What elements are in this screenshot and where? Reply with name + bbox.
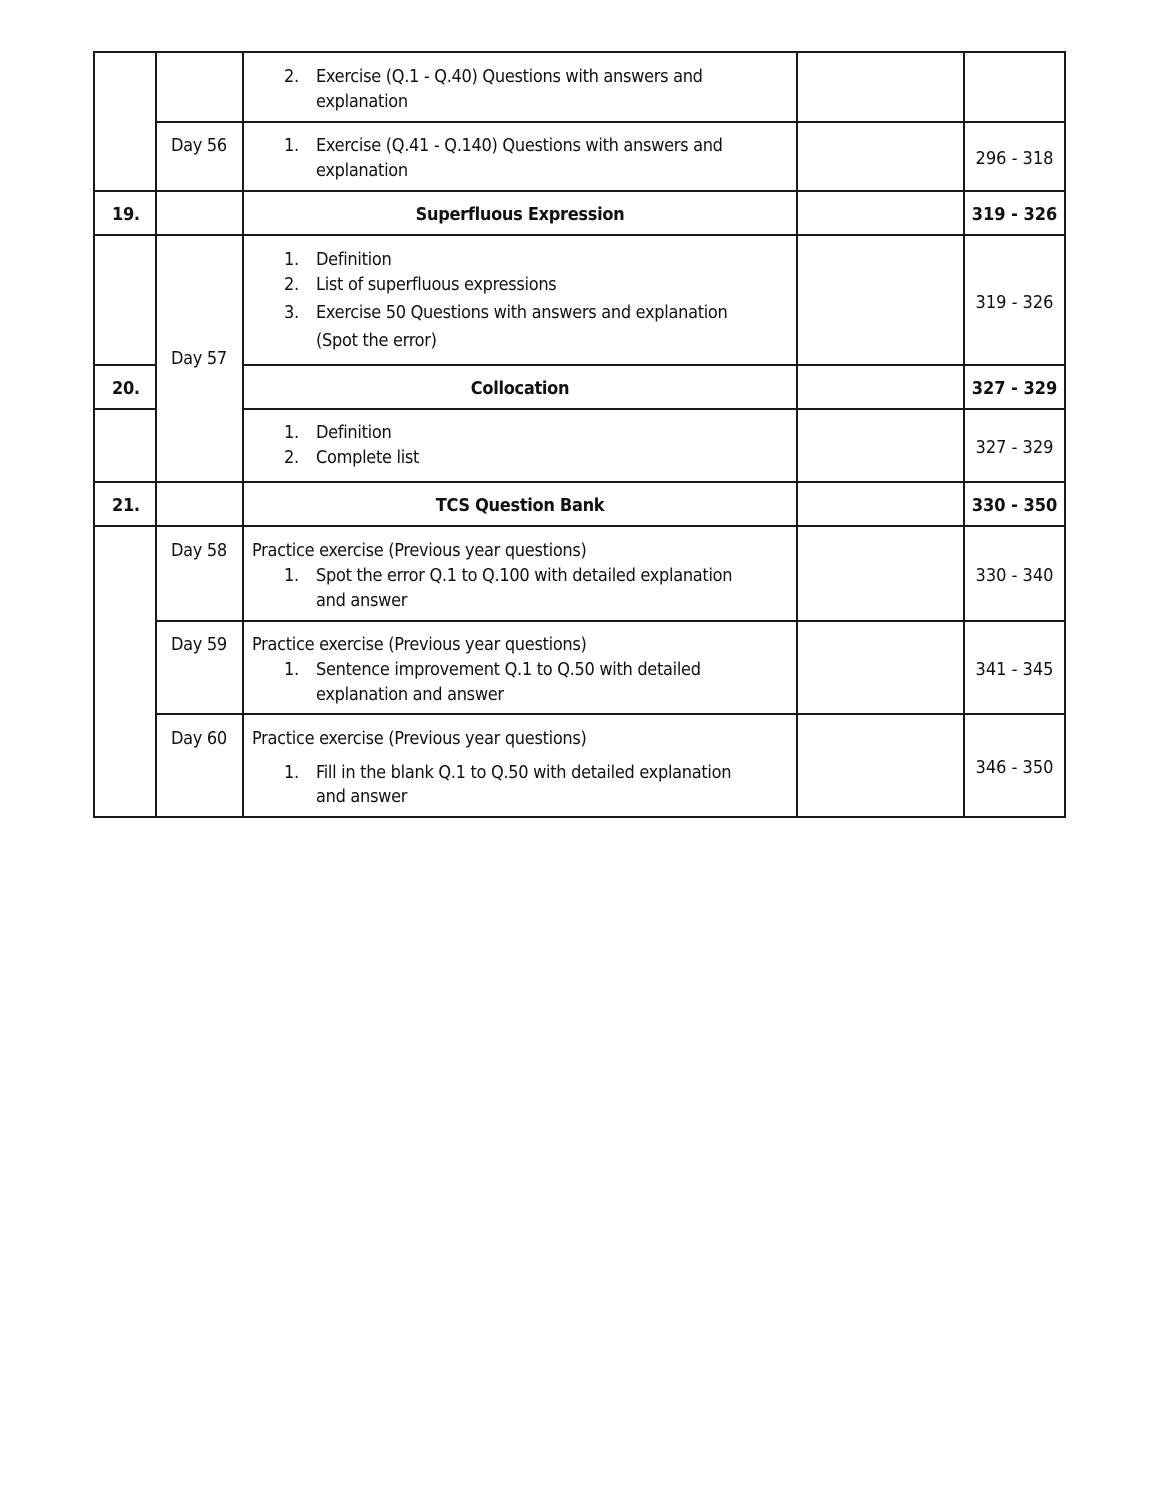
item-text: Exercise (Q.1 - Q.40) Questions with answers and — [316, 66, 703, 87]
row-divider — [155, 620, 1066, 622]
item-number: 1. — [284, 565, 299, 586]
chapter-number: 20. — [112, 378, 140, 399]
item-text-continued: explanation and answer — [316, 684, 504, 705]
page-range: 341 - 345 — [975, 659, 1054, 680]
item-text: List of superfluous expressions — [316, 274, 557, 295]
row-divider — [93, 525, 1066, 527]
page-range: 330 - 340 — [975, 565, 1054, 586]
item-text-continued: explanation — [316, 91, 408, 112]
item-text-continued: (Spot the error) — [316, 330, 437, 351]
item-number: 1. — [284, 135, 299, 156]
page-range: 327 - 329 — [975, 437, 1054, 458]
row-divider — [155, 121, 1066, 123]
chapter-title: Superfluous Expression — [415, 204, 625, 225]
day-label: Day 57 — [171, 348, 227, 369]
item-text: Fill in the blank Q.1 to Q.50 with detailed explanation — [316, 762, 732, 783]
chapter-number: 21. — [112, 495, 140, 516]
chapter-title: TCS Question Bank — [435, 495, 605, 516]
item-text: Spot the error Q.1 to Q.100 with detailed explanation — [316, 565, 733, 586]
column-divider — [796, 51, 798, 818]
day-label: Day 60 — [171, 728, 227, 749]
item-text-continued: and answer — [316, 786, 408, 807]
day-label: Day 59 — [171, 634, 227, 655]
row-divider — [93, 408, 156, 410]
item-text: Definition — [316, 249, 392, 270]
section-heading: Practice exercise (Previous year questions) — [252, 540, 587, 561]
item-text-continued: and answer — [316, 590, 408, 611]
page-range: 296 - 318 — [975, 148, 1054, 169]
item-text: Definition — [316, 422, 392, 443]
item-number: 2. — [284, 274, 299, 295]
item-number: 1. — [284, 422, 299, 443]
item-number: 2. — [284, 66, 299, 87]
table-border-top — [93, 51, 1066, 53]
chapter-title: Collocation — [470, 378, 570, 399]
row-divider — [93, 481, 1066, 483]
item-number: 2. — [284, 447, 299, 468]
chapter-number: 19. — [112, 204, 140, 225]
page-range: 319 - 326 — [975, 292, 1054, 313]
table-border-bottom — [93, 816, 1066, 818]
item-text: Complete list — [316, 447, 420, 468]
row-divider — [242, 364, 1066, 366]
row-divider — [242, 408, 1066, 410]
section-heading: Practice exercise (Previous year questions) — [252, 728, 587, 749]
day-label: Day 56 — [171, 135, 227, 156]
column-divider — [242, 51, 244, 818]
item-number: 1. — [284, 659, 299, 680]
row-divider — [155, 713, 1066, 715]
item-number: 1. — [284, 249, 299, 270]
item-number: 1. — [284, 762, 299, 783]
column-divider — [155, 51, 157, 818]
item-text: Exercise (Q.41 - Q.140) Questions with answers and — [316, 135, 723, 156]
chapter-page-range: 319 - 326 — [971, 204, 1058, 225]
item-number: 3. — [284, 302, 299, 323]
row-divider — [93, 190, 1066, 192]
item-text: Exercise 50 Questions with answers and explanation — [316, 302, 728, 323]
section-heading: Practice exercise (Previous year questions) — [252, 634, 587, 655]
item-text: Sentence improvement Q.1 to Q.50 with detailed — [316, 659, 701, 680]
item-text-continued: explanation — [316, 160, 408, 181]
table-border-left — [93, 51, 95, 818]
chapter-page-range: 330 - 350 — [971, 495, 1058, 516]
page-range: 346 - 350 — [975, 757, 1054, 778]
day-label: Day 58 — [171, 540, 227, 561]
chapter-page-range: 327 - 329 — [971, 378, 1058, 399]
row-divider — [93, 364, 156, 366]
row-divider — [93, 234, 1066, 236]
